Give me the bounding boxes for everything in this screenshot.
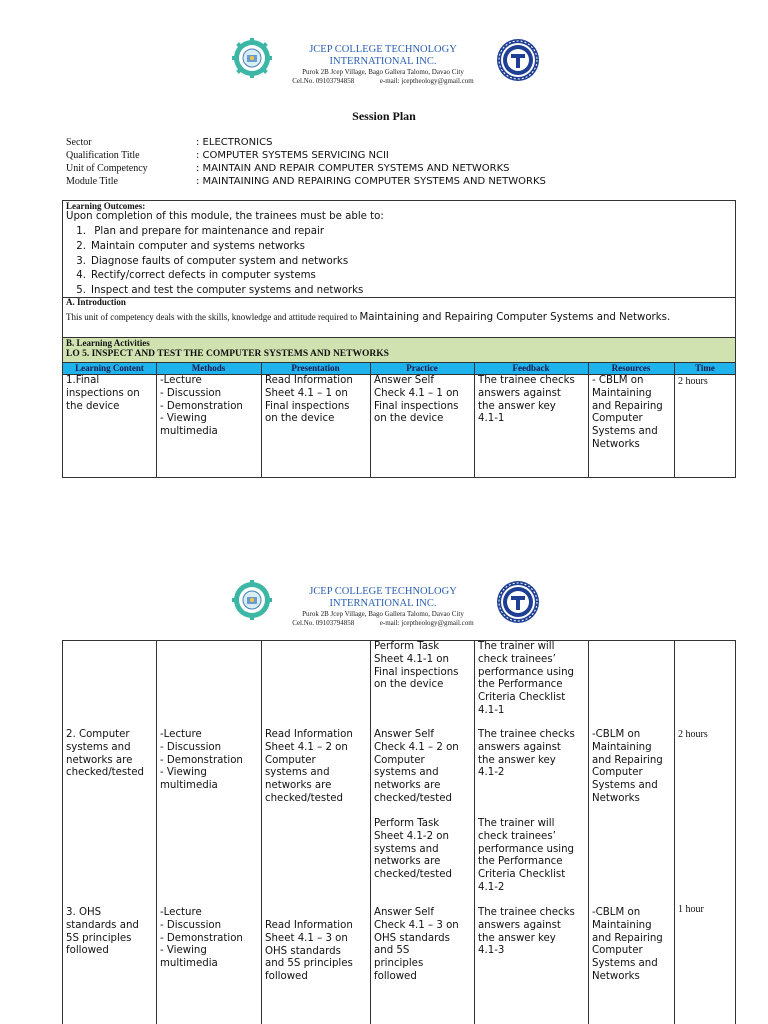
outcomes-heading: Learning Outcomes: — [66, 201, 146, 211]
session-plan-table-continued — [62, 640, 736, 1024]
school-address: Purok 2B Jcep Village, Bago Gallera Talomo, Davao City — [302, 68, 464, 76]
school-cel: Cel.No. 09103794858 — [292, 77, 355, 85]
school-name-line2: INTERNATIONAL INC. — [329, 598, 437, 609]
activities-heading: B. Learning Activities — [66, 338, 150, 348]
introduction-heading: A. Introduction — [66, 297, 126, 307]
column-header-row — [63, 363, 735, 374]
page-title: Session Plan — [352, 109, 416, 123]
outcomes-list — [70, 225, 363, 299]
school-address: Purok 2B Jcep Village, Bago Gallera Talomo, Davao City — [302, 610, 464, 618]
module-label: Module Title — [66, 176, 118, 187]
cell-feedback: The trainer will check trainees’ performance using the Performance Criteria Checklist 4.1-1 — [478, 641, 575, 716]
cell-feedback: The trainee checks answers against the answer key 4.1-2 — [478, 729, 575, 779]
cell-practice: Answer Self Check 4.1 – 2 on Computer systems and networks are checked/tested — [374, 729, 459, 804]
col-feedback: Feedback — [512, 363, 550, 373]
school-name-line1: JCEP COLLEGE TECHNOLOGY — [309, 44, 457, 55]
cell-methods: -Lecture - Discussion - Demonstration - Viewing multimedia — [160, 729, 243, 792]
school-contact — [270, 619, 496, 628]
cell-resources: -CBLM on Maintaining and Repairing Computer Systems and Networks — [592, 907, 663, 982]
col-learning-content: Learning Content — [75, 363, 144, 373]
cell-practice: Answer Self Check 4.1 – 3 on OHS standards and 5S principles followed — [374, 907, 459, 982]
cell-practice: Answer Self Check 4.1 – 1 on Final inspections on the device — [374, 375, 459, 425]
cell-resources: -CBLM on Maintaining and Repairing Computer Systems and Networks — [592, 729, 663, 804]
cell-feedback: The trainee checks answers against the answer key 4.1-3 — [478, 907, 575, 957]
outcome-item: 2. Maintain computer and systems networks — [76, 240, 305, 252]
cell-methods: -Lecture - Discussion - Demonstration - Viewing multimedia — [160, 907, 243, 970]
tesda-seal-icon — [496, 580, 540, 624]
unit-label: Unit of Competency — [66, 163, 148, 174]
outcome-item: 4. Rectify/correct defects in computer systems — [76, 270, 316, 282]
unit-value: : MAINTAIN AND REPAIR COMPUTER SYSTEMS AND NETWORKS — [196, 163, 510, 174]
cell-time: 1 hour — [678, 904, 704, 915]
col-resources: Resources — [611, 363, 651, 373]
school-email: e-mail: jceptheology@gmail.com — [379, 77, 474, 85]
school-name-line1: JCEP COLLEGE TECHNOLOGY — [309, 586, 457, 597]
cell-content: 3. OHS standards and 5S principles followed — [66, 907, 139, 957]
cell-feedback: The trainee checks answers against the answer key 4.1-1 — [478, 375, 575, 425]
col-methods: Methods — [191, 363, 226, 373]
sector-value: : ELECTRONICS — [196, 137, 273, 148]
letterhead — [0, 38, 768, 110]
cell-content: 1.Final inspections on the device — [66, 375, 140, 412]
cell-content: 2. Computer systems and networks are checked/tested — [66, 729, 144, 779]
module-value: : MAINTAINING AND REPAIRING COMPUTER SYSTEMS AND NETWORKS — [196, 176, 546, 187]
school-email: e-mail: jceptheology@gmail.com — [379, 619, 474, 627]
col-time: Time — [695, 363, 715, 373]
outcome-item: 3. Diagnose faults of computer system and networks — [76, 255, 349, 267]
gear-seal-icon — [232, 38, 272, 78]
divider — [63, 297, 735, 298]
introduction-text: This unit of competency deals with the skills, knowledge and attitude required to Maintaining and Repairing Computer Systems and Networks. — [66, 312, 671, 323]
school-name-line2: INTERNATIONAL INC. — [329, 56, 437, 67]
col-practice: Practice — [406, 363, 438, 373]
outcome-item: 5. Inspect and test the computer systems and networks — [76, 285, 364, 297]
cell-presentation: Read Information Sheet 4.1 – 1 on Final inspections on the device — [265, 375, 353, 425]
cell-time: 2 hours — [678, 729, 708, 740]
cell-time: 2 hours — [678, 376, 708, 387]
cell-resources: - CBLM on Maintaining and Repairing Computer Systems and Networks — [592, 375, 663, 450]
sector-label: Sector — [66, 137, 92, 148]
col-presentation: Presentation — [291, 363, 340, 373]
outcome-item: 1. Plan and prepare for maintenance and repair — [76, 226, 325, 237]
gear-seal-icon — [232, 580, 272, 620]
cell-methods: -Lecture - Discussion - Demonstration - Viewing multimedia — [160, 375, 243, 438]
outcomes-intro: Upon completion of this module, the trainees must be able to: — [66, 211, 384, 222]
session-plan-table — [62, 200, 736, 478]
school-contact — [270, 77, 496, 86]
cell-presentation: Read Information Sheet 4.1 – 3 on OHS standards and 5S principles followed — [265, 920, 353, 983]
cell-presentation: Read Information Sheet 4.1 – 2 on Computer systems and networks are checked/tested — [265, 729, 353, 804]
school-cel: Cel.No. 09103794858 — [292, 619, 355, 627]
cell-feedback: The trainer will check trainees’ performance using the Performance Criteria Checklist 4.1-2 — [478, 818, 575, 893]
tesda-seal-icon — [496, 38, 540, 82]
cell-practice: Perform Task Sheet 4.1-2 on systems and networks are checked/tested — [374, 818, 452, 881]
qualification-value: : COMPUTER SYSTEMS SERVICING NCII — [196, 150, 389, 161]
cell-practice: Perform Task Sheet 4.1-1 on Final inspections on the device — [374, 641, 459, 691]
qualification-label: Qualification Title — [66, 150, 140, 161]
learning-activities-band — [63, 337, 735, 363]
lo-heading: LO 5. INSPECT AND TEST THE COMPUTER SYSTEMS AND NETWORKS — [66, 349, 389, 359]
